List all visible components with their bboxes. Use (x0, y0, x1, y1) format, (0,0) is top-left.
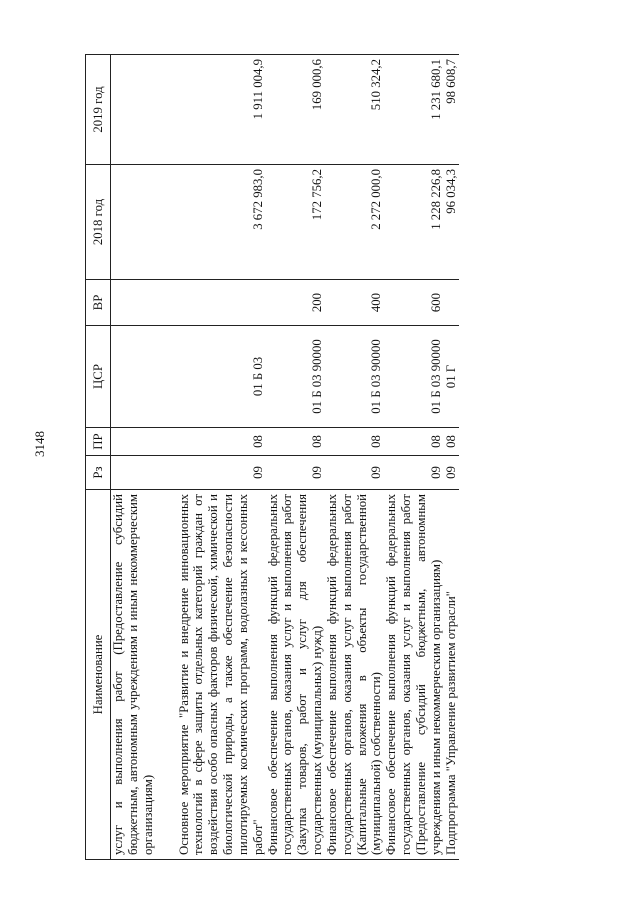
row-pr: 08 (384, 428, 443, 456)
row-rz: 09 (444, 456, 459, 490)
row-vr (444, 280, 459, 326)
row-name: Подпрограмма "Управление развитием отрасли" (444, 490, 459, 860)
row-rz: 09 (177, 456, 266, 490)
row-2018: 172 756,2 (266, 165, 325, 280)
row-vr (111, 280, 177, 326)
row-csr: 01 Б 03 90000 (384, 326, 443, 428)
row-pr: 08 (177, 428, 266, 456)
row-rz: 09 (266, 456, 325, 490)
row-2018: 1 228 226,8 (384, 165, 443, 280)
rotated-page-content (85, 55, 595, 860)
page-number: 3148 (32, 431, 47, 457)
row-pr (111, 428, 177, 456)
table-row (266, 55, 325, 860)
row-2019: 1 231 680,1 (384, 55, 443, 165)
row-name: Финансовое обеспечение выполнения функций федеральных государственных органов, оказания услуг и выполнения работ (Закупка товаров, работ и услуг для обеспечения государственных (муниципальных) нужд) (266, 490, 325, 860)
row-2019 (111, 55, 177, 165)
header-vr: ВР (86, 280, 111, 326)
row-2019: 510 324,2 (325, 55, 384, 165)
row-2019: 1 911 004,9 (177, 55, 266, 165)
row-vr: 400 (325, 280, 384, 326)
row-name: услуг и выполнения работ (Предоставление субсидий бюджетным, автономным учреждениям и иным некоммерческим организациям) (111, 490, 177, 860)
row-2019: 169 000,6 (266, 55, 325, 165)
row-name: Финансовое обеспечение выполнения функций федеральных государственных органов, оказания услуг и выполнения работ (Предоставление субсидий бюджетным, автономным учреждениям и иным некоммерческим организациям) (384, 490, 443, 860)
header-csr: ЦСР (86, 326, 111, 428)
row-csr: 01 Г (444, 326, 459, 428)
table-row (111, 55, 177, 860)
row-rz (111, 456, 177, 490)
row-name: Основное мероприятие "Развитие и внедрение инновационных технологий в сфере защиты отдельных категорий граждан от воздействия особо опасных факторов физической, химической и биологической природы, а также обеспечение безопасности пилотируемых космических программ, водолазных и кессонных работ" (177, 490, 266, 860)
row-2018: 2 272 000,0 (325, 165, 384, 280)
table-header-row (86, 55, 111, 860)
row-csr (111, 326, 177, 428)
table-row (325, 55, 384, 860)
row-name: Финансовое обеспечение выполнения функций федеральных государственных органов, оказания услуг и выполнения работ (Капитальные вложения в объекты государственной (муниципальной) собственности) (325, 490, 384, 860)
header-2018: 2018 год (86, 165, 111, 280)
row-vr: 600 (384, 280, 443, 326)
row-rz: 09 (325, 456, 384, 490)
row-pr: 08 (325, 428, 384, 456)
header-name: Наименование (86, 490, 111, 860)
table-row (177, 55, 266, 860)
header-rz: Рз (86, 456, 111, 490)
row-2018: 96 034,3 (444, 165, 459, 280)
row-pr: 08 (444, 428, 459, 456)
row-vr: 200 (266, 280, 325, 326)
row-2019: 98 608,7 (444, 55, 459, 165)
table-row (444, 55, 459, 860)
row-2018: 3 672 983,0 (177, 165, 266, 280)
row-pr: 08 (266, 428, 325, 456)
header-2019: 2019 год (86, 55, 111, 165)
row-rz: 09 (384, 456, 443, 490)
row-csr: 01 Б 03 90000 (266, 326, 325, 428)
header-pr: ПР (86, 428, 111, 456)
row-vr (177, 280, 266, 326)
budget-table (85, 54, 459, 860)
row-2018 (111, 165, 177, 280)
row-csr: 01 Б 03 (177, 326, 266, 428)
row-csr: 01 Б 03 90000 (325, 326, 384, 428)
table-row (384, 55, 443, 860)
